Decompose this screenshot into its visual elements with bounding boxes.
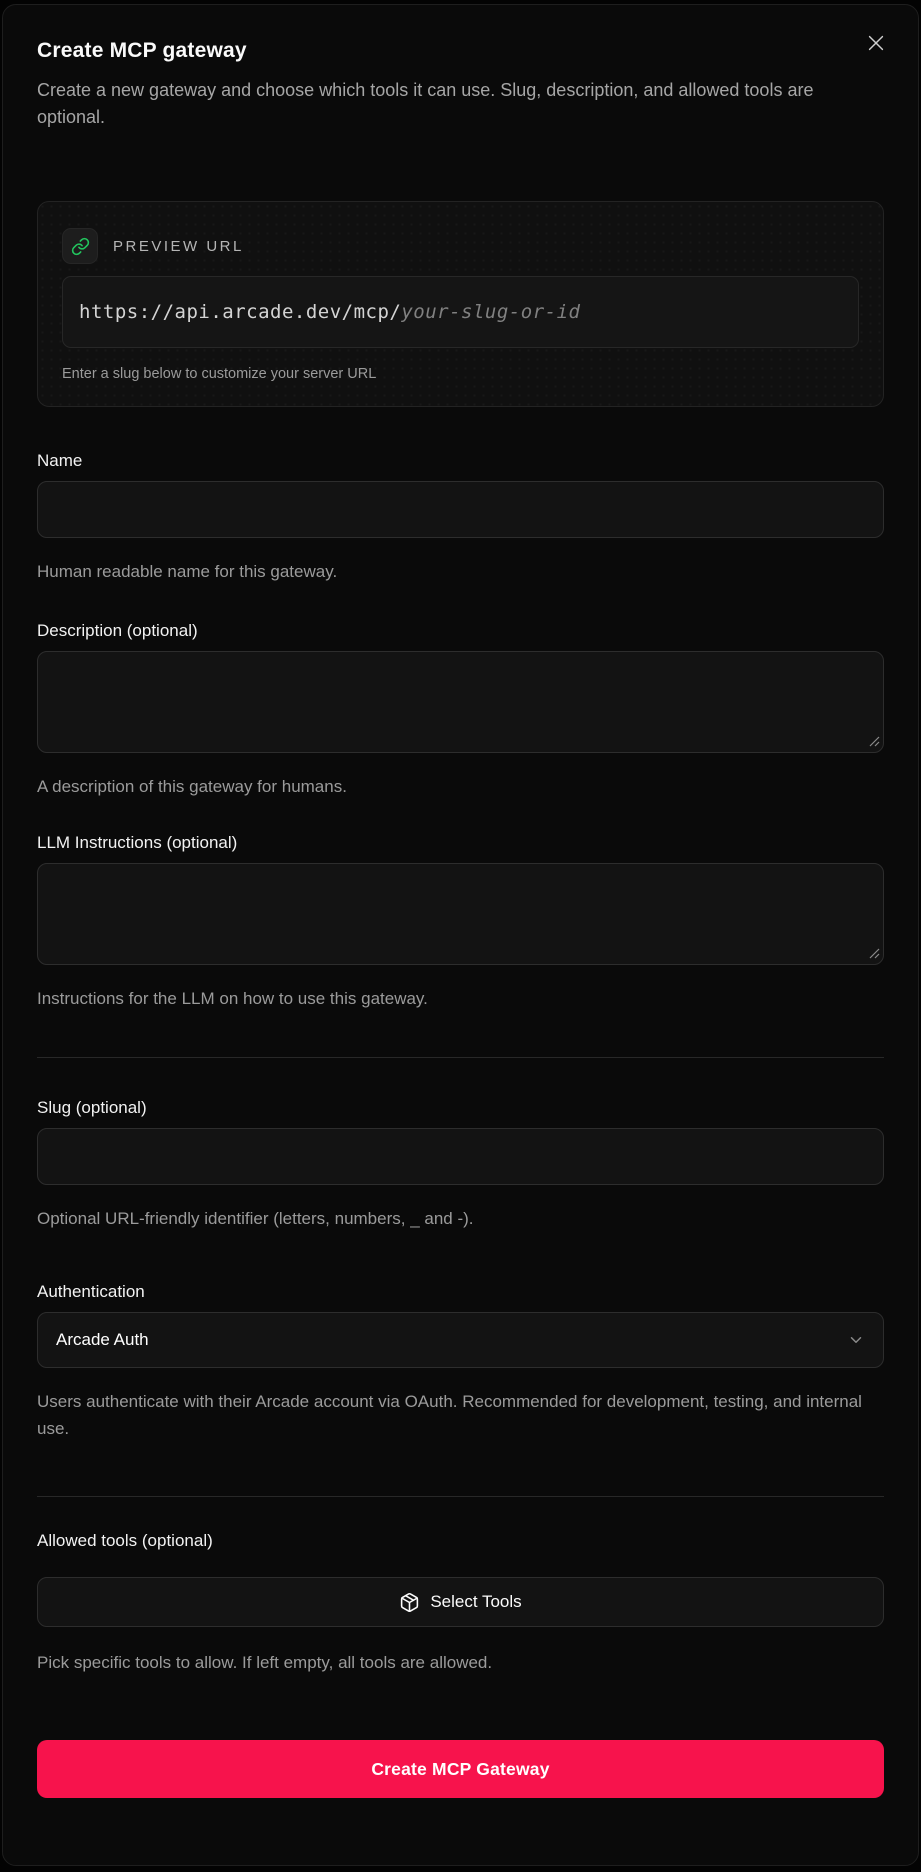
description-section <box>37 621 884 800</box>
url-base-text: https://api.arcade.dev/mcp/ <box>79 301 402 323</box>
authentication-selected-value: Arcade Auth <box>56 1330 149 1349</box>
preview-url-value <box>62 276 859 348</box>
preview-url-card <box>37 201 884 407</box>
select-tools-button[interactable] <box>37 1577 884 1627</box>
create-mcp-gateway-button[interactable]: Create MCP Gateway <box>37 1740 884 1798</box>
create-mcp-gateway-dialog <box>2 4 919 1866</box>
select-tools-label: Select Tools <box>430 1592 522 1611</box>
slug-section <box>37 1098 884 1232</box>
authentication-select[interactable] <box>37 1312 884 1368</box>
allowed-tools-help: Pick specific tools to allow. If left empty, all tools are allowed. <box>37 1653 493 1672</box>
description-textarea[interactable] <box>37 651 884 753</box>
preview-url-label: PREVIEW URL <box>113 237 244 255</box>
llm-instructions-help: Instructions for the LLM on how to use this gateway. <box>37 989 428 1008</box>
slug-input[interactable] <box>37 1128 884 1185</box>
authentication-section <box>37 1282 884 1442</box>
name-input[interactable] <box>37 481 884 538</box>
name-section <box>37 451 884 585</box>
close-icon[interactable] <box>862 29 890 57</box>
name-label: Name <box>37 451 83 470</box>
llm-instructions-section <box>37 833 884 1012</box>
name-help: Human readable name for this gateway. <box>37 562 338 581</box>
dialog-title: Create MCP gateway <box>37 39 247 62</box>
allowed-tools-section <box>37 1531 884 1676</box>
preview-url-hint: Enter a slug below to customize your server URL <box>62 366 377 382</box>
url-slug-placeholder: your-slug-or-id <box>401 301 581 323</box>
authentication-help: Users authenticate with their Arcade account via OAuth. Recommended for development, testing, and internal use. <box>37 1392 862 1438</box>
authentication-label: Authentication <box>37 1282 145 1301</box>
description-label: Description (optional) <box>37 621 198 640</box>
slug-help: Optional URL-friendly identifier (letters, numbers, _ and -). <box>37 1209 474 1228</box>
slug-label: Slug (optional) <box>37 1098 147 1117</box>
section-divider <box>37 1057 884 1058</box>
section-divider <box>37 1496 884 1497</box>
package-icon <box>399 1592 420 1613</box>
allowed-tools-label: Allowed tools (optional) <box>37 1531 213 1550</box>
dialog-description: Create a new gateway and choose which tools it can use. Slug, description, and allowed tools are optional. <box>37 80 814 127</box>
link-icon <box>62 228 98 264</box>
chevron-down-icon <box>847 1331 865 1349</box>
description-help: A description of this gateway for humans. <box>37 777 347 796</box>
llm-instructions-label: LLM Instructions (optional) <box>37 833 238 852</box>
llm-instructions-textarea[interactable] <box>37 863 884 965</box>
